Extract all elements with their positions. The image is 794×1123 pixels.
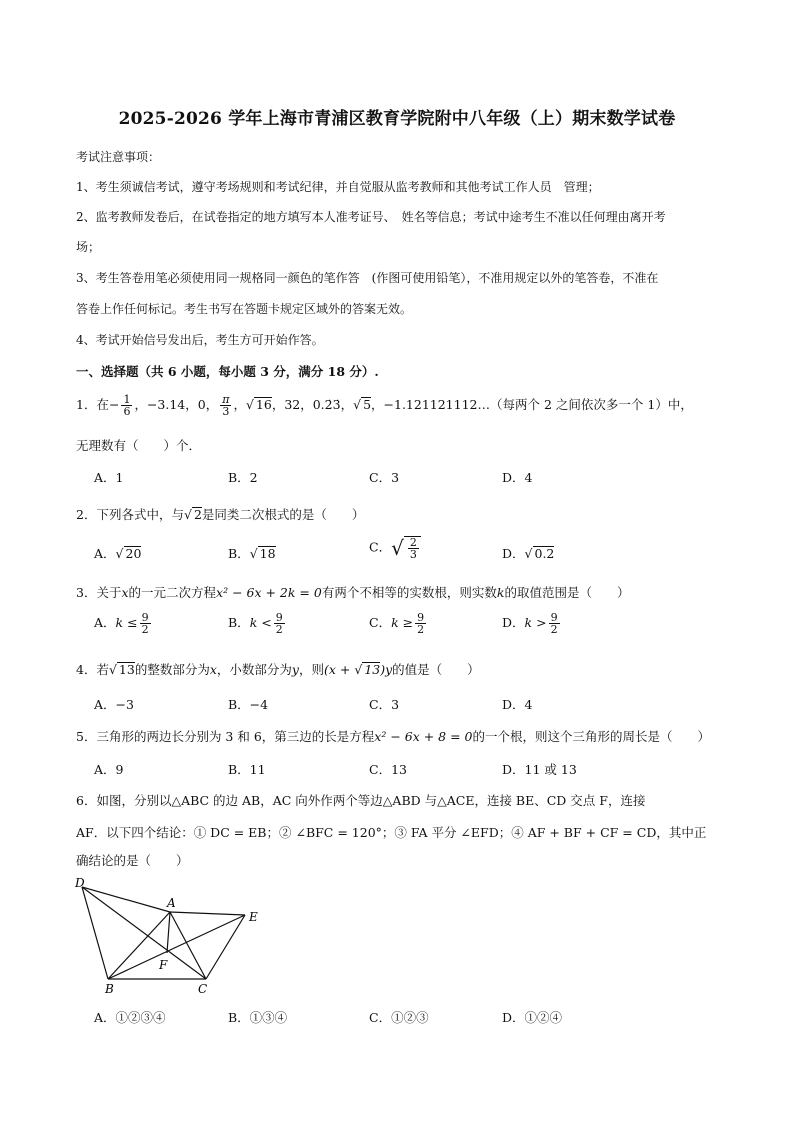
q5-option-d[interactable]: D．11 或 13: [502, 762, 577, 777]
question-4-stem: 4．若√ 13的整数部分为x，小数部分为y，则(x + √ 13)y的值是（ ）: [76, 662, 480, 677]
q3-option-c[interactable]: C．k ≥ $\frac{9}{2}$: [369, 611, 425, 636]
segment-DC: [82, 887, 206, 979]
q3-stem-a: 3．关于: [76, 585, 122, 600]
q3-equation: x² − 6x + 2k = 0: [216, 585, 322, 600]
q1-sqrt5: √ 5: [353, 397, 372, 412]
label-E: E: [249, 910, 258, 924]
label-F: F: [159, 958, 168, 972]
q5-option-a[interactable]: A．9: [94, 762, 124, 777]
notice-item-2a: 2、监考教师发卷后，在试卷指定的地方填写本人准考证号、 姓名等信息；考试中途考生不准以任何理由离开考: [76, 210, 666, 224]
question-1-line-1: [76, 394, 693, 417]
q5-stem-a: 5．三角形的两边长分别为 3 和 6，第三边的长是方程: [76, 729, 375, 744]
question-6-line-1: 6．如图，分别以△ABC 的边 AB，AC 向外作两个等边△ABD 与△ACE，连接 BE、CD 交点 F，连接: [76, 793, 646, 808]
question-5-stem: [76, 727, 710, 745]
notice-item-1: 1、考生须诚信考试，遵守考场规则和考试纪律，并自觉服从监考教师和其他考试工作人员 管理；: [76, 180, 600, 194]
q4-option-d[interactable]: D．4: [502, 697, 533, 712]
q2-option-a[interactable]: A．√ 20: [94, 546, 142, 561]
q1-option-c[interactable]: C．3: [369, 470, 400, 485]
question-6-line-2: AF．以下四个结论：① DC = EB；② ∠BFC = 120°；③ FA 平分 ∠EFD；④ AF + BF + CF = CD，其中正: [76, 825, 707, 840]
label-C: C: [198, 982, 208, 996]
q1-sqrt16: √ 16: [245, 397, 272, 412]
q1-repeat: 2̇3̇: [324, 397, 341, 412]
q1-option-b[interactable]: B．2: [228, 470, 258, 485]
q1-num: 1．在: [76, 397, 109, 412]
q6-option-a[interactable]: A．①②③④: [94, 1010, 166, 1025]
q1-frac-pi: $\frac{\pi}{3}$: [222, 393, 230, 418]
notice-heading: 考试注意事项：: [76, 150, 161, 164]
q1-list-b: ，: [233, 397, 246, 412]
segment-AF: [167, 912, 170, 953]
q4-stem-e: 的值是（ ）: [392, 662, 480, 677]
q3-option-b[interactable]: B．k < $\frac{9}{2}$: [228, 611, 283, 636]
q3-option-a[interactable]: A．k ≤ $\frac{9}{2}$: [94, 611, 149, 636]
geometry-figure: [70, 875, 270, 1000]
segment-DB: [82, 887, 108, 979]
q1-list-e: ，−1.121121112…（每两个 2 之间依次多一个 1）中，: [371, 397, 693, 412]
q4-stem-b: 的整数部分为: [134, 662, 210, 677]
notice-item-3b: 答卷上作任何标记。考生书写在答题卡规定区域外的答案无效。: [76, 302, 413, 316]
question-6-line-3: 确结论的是（ ）: [76, 853, 189, 868]
q5-option-c[interactable]: C．13: [369, 762, 407, 777]
q6-option-b[interactable]: B．①③④: [228, 1010, 288, 1025]
section-heading: 一、选择题（共 6 小题，每小题 3 分，满分 18 分）.: [76, 364, 379, 379]
q4-expression: (x + √ 13)y: [324, 662, 393, 677]
segment-AC: [170, 912, 206, 979]
q2-option-b[interactable]: B．√ 18: [228, 546, 276, 561]
q4-option-c[interactable]: C．3: [369, 697, 400, 712]
q1-list-c: ，32，0.: [271, 397, 325, 412]
notice-item-4: 4、考试开始信号发出后，考生方可开始作答。: [76, 333, 324, 347]
q2-stem-a: 2．下列各式中，与: [76, 507, 184, 522]
q1-frac-neg: − $\frac{1}{6}$: [108, 393, 131, 418]
q1-list-a: ，−3.14，0，: [134, 397, 219, 412]
q5-option-b[interactable]: B．11: [228, 762, 266, 777]
q1-list-d: ，: [340, 397, 354, 412]
exam-title: 2025-2026 学年上海市青浦区教育学院附中八年级（上）期末数学试卷: [118, 109, 676, 129]
q5-stem-b: 的一个根，则这个三角形的周长是（ ）: [472, 729, 711, 744]
q4-option-a[interactable]: A．−3: [94, 697, 134, 712]
q2-sqrt2: √ 2: [183, 507, 202, 522]
segment-DA: [82, 887, 170, 912]
q3-option-d[interactable]: D．k > $\frac{9}{2}$: [502, 611, 558, 636]
q1-option-a[interactable]: A．1: [94, 470, 124, 485]
q4-stem-c: ，小数部分为: [216, 662, 292, 677]
question-3-stem: 3．关于x的一元二次方程x² − 6x + 2k = 0有两个不相等的实数根，则实数k的取值范围是（ ）: [76, 585, 630, 600]
label-B: B: [105, 982, 114, 996]
question-1-line-2: 无理数有（ ）个．: [76, 438, 202, 453]
q1-option-d[interactable]: D．4: [502, 470, 533, 485]
q3-stem-b: 的一元二次方程: [128, 585, 217, 600]
q3-stem-c: 有两个不相等的实数根，则实数: [321, 585, 497, 600]
q2-option-c[interactable]: C．√ $\frac{2}{3}$: [369, 536, 421, 560]
q2-option-d[interactable]: D．√ 0.2: [502, 546, 555, 561]
q4-sqrt13: √ 13: [108, 662, 135, 677]
q4-option-b[interactable]: B．−4: [228, 697, 269, 712]
segment-AE: [170, 912, 245, 915]
q4-stem-a: 4．若: [76, 662, 109, 677]
question-2-stem: [76, 505, 364, 523]
q6-option-d[interactable]: D．①②④: [502, 1010, 563, 1025]
q4-stem-d: ，则: [298, 662, 324, 677]
q3-stem-d: 的取值范围是（ ）: [504, 585, 630, 600]
label-A: A: [167, 896, 176, 910]
q5-equation: x² − 6x + 8 = 0: [374, 729, 473, 744]
notice-item-2b: 场；: [76, 240, 101, 254]
q6-option-c[interactable]: C．①②③: [369, 1010, 429, 1025]
notice-item-3a: 3、考生答卷用笔必须使用同一规格同一颜色的笔作答 (作图可使用铅笔），不准用规定以外的笔答卷，不准在: [76, 271, 659, 285]
label-D: D: [75, 876, 85, 890]
q2-stem-b: 是同类二次根式的是（ ）: [201, 507, 365, 522]
